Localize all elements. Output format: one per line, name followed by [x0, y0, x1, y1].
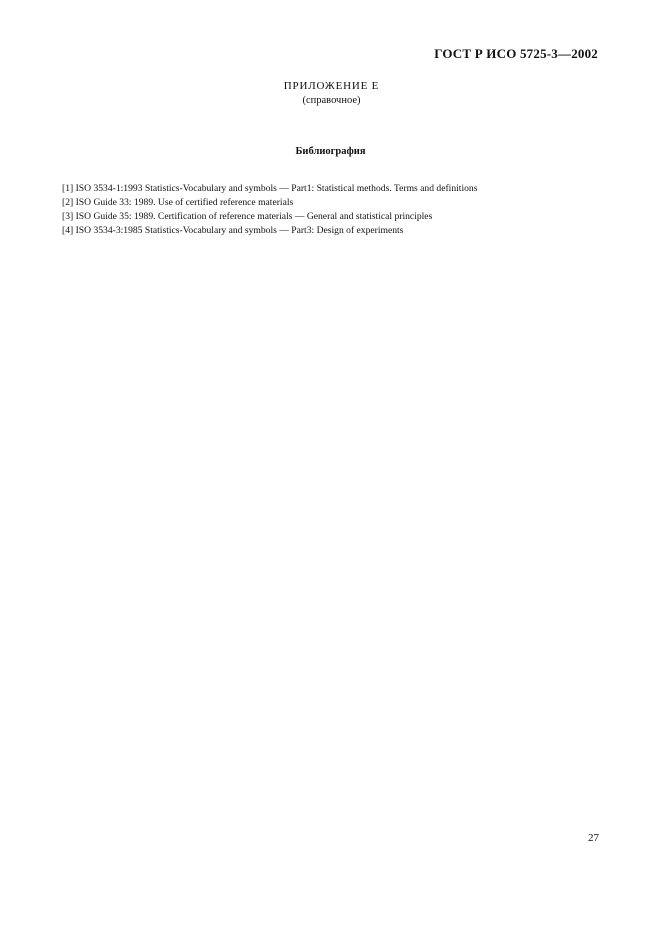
bibliography-heading: Библиография [295, 146, 366, 157]
page-number: 27 [588, 832, 599, 844]
reference-item: [2] ISO Guide 33: 1989. Use of certified reference materials [62, 197, 294, 208]
appendix-note: (справочное) [302, 95, 361, 106]
standard-code: ГОСТ Р ИСО 5725-3—2002 [434, 46, 598, 61]
reference-item: [3] ISO Guide 35: 1989. Certification of reference materials — General and statistical principles [62, 211, 433, 222]
appendix-header [0, 80, 661, 107]
reference-item: [4] ISO 3534-3:1985 Statistics-Vocabulary and symbols — Part3: Design of experiments [62, 225, 404, 236]
appendix-title: ПРИЛОЖЕНИЕ Е [283, 80, 380, 92]
reference-list [62, 182, 622, 238]
reference-item: [1] ISO 3534-1:1993 Statistics-Vocabulary and symbols — Part1: Statistical methods. Terms and definitions [62, 183, 478, 194]
